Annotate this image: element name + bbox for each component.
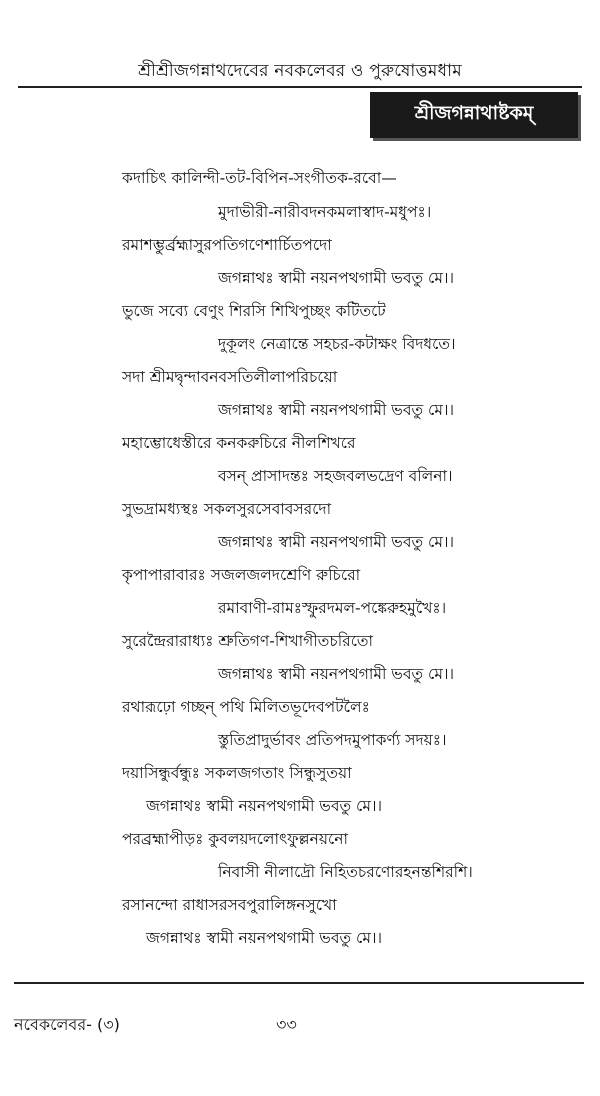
verse-line: ভুজে সব্যে বেণুং শিরসি শিখিপুচ্ছং কটিতটে <box>122 302 386 320</box>
verse-line: জগন্নাথঃ স্বামী নয়নপথগামী ভবতু মে।। <box>218 533 455 551</box>
verse-line: জগন্নাথঃ স্বামী নয়নপথগামী ভবতু মে।। <box>146 797 383 815</box>
verse-line: জগন্নাথঃ স্বামী নয়নপথগামী ভবতু মে।। <box>146 929 383 947</box>
section-title-box <box>370 92 578 138</box>
verse-line: সদা শ্রীমদ্বৃন্দাবনবসতিলীলাপরিচয়ো <box>122 368 338 386</box>
verse-line: সুভদ্রামধ্যস্থঃ সকলসুরসেবাবসরদো <box>122 500 332 518</box>
footer-book-label: নবেকলেবর- (৩) <box>14 1015 120 1034</box>
page-number: ৩৩ <box>276 1015 297 1034</box>
verse-line: বসন্ প্রাসাদন্তঃ সহজবলভদ্রেণ বলিনা। <box>218 467 453 485</box>
verse-line: রমাবাণী-রামঃস্ফুরদমল-পঙ্কেরুহমুখৈঃ। <box>218 599 447 617</box>
verse-line: দয়াসিন্ধুর্বন্ধুঃ সকলজগতাং সিন্ধুসুতয়া <box>122 764 352 782</box>
footer-rule <box>14 982 584 984</box>
verse-line: পরব্রহ্মাপীড়ঃ কুবলয়দলোৎফুল্লনয়নো <box>122 830 348 848</box>
verse-line: জগন্নাথঃ স্বামী নয়নপথগামী ভবতু মে।। <box>218 401 455 419</box>
verse-line: দুকূলং নেত্রান্তে সহচর-কটাক্ষং বিদধতে। <box>218 335 456 353</box>
verse-line: নিবাসী নীলাদ্রৌ নিহিতচরণোরহনন্তশিরশি। <box>218 863 473 881</box>
header-rule <box>18 86 582 88</box>
verse-line: সুরেন্দ্রৈরারাধ্যঃ শ্রুতিগণ-শিখাগীতচরিতো <box>122 632 374 650</box>
verse-line: রসানন্দো রাধাসরসবপুরালিঙ্গনসুখো <box>122 896 337 914</box>
verse-line: স্তুতিপ্রাদুর্ভাবং প্রতিপদমুপাকর্ণ্য সদয়ঃ। <box>218 731 447 749</box>
verse-line: মহাম্ভোধেস্তীরে কনকরুচিরে নীলশিখরে <box>122 434 356 452</box>
verse-line: রথারূঢ়ো গচ্ছন্ পথি মিলিতভূদেবপটলৈঃ <box>122 698 370 716</box>
verse-line: কৃপাপারাবারঃ সজলজলদশ্রেণি রুচিরো <box>122 566 361 584</box>
verse-line: জগন্নাথঃ স্বামী নয়নপথগামী ভবতু মে।। <box>218 269 455 287</box>
section-title: শ্রীজগন্নাথাষ্টকম্ <box>414 102 534 124</box>
running-header: শ্রীশ্রীজগন্নাথদেবের নবকলেবর ও পুরুষোত্তমধাম <box>138 61 462 81</box>
verse-line: রমাশম্ভুর্ব্রহ্মাসুরপতিগণেশার্চিতপদো <box>122 236 332 254</box>
verse-line: কদাচিৎ কালিন্দী-তট-বিপিন-সংগীতক-রবো— <box>122 169 397 187</box>
verse-line: জগন্নাথঃ স্বামী নয়নপথগামী ভবতু মে।। <box>218 665 455 683</box>
verse-line: মুদাভীরী-নারীবদনকমলাস্বাদ-মধুপঃ। <box>218 203 432 221</box>
